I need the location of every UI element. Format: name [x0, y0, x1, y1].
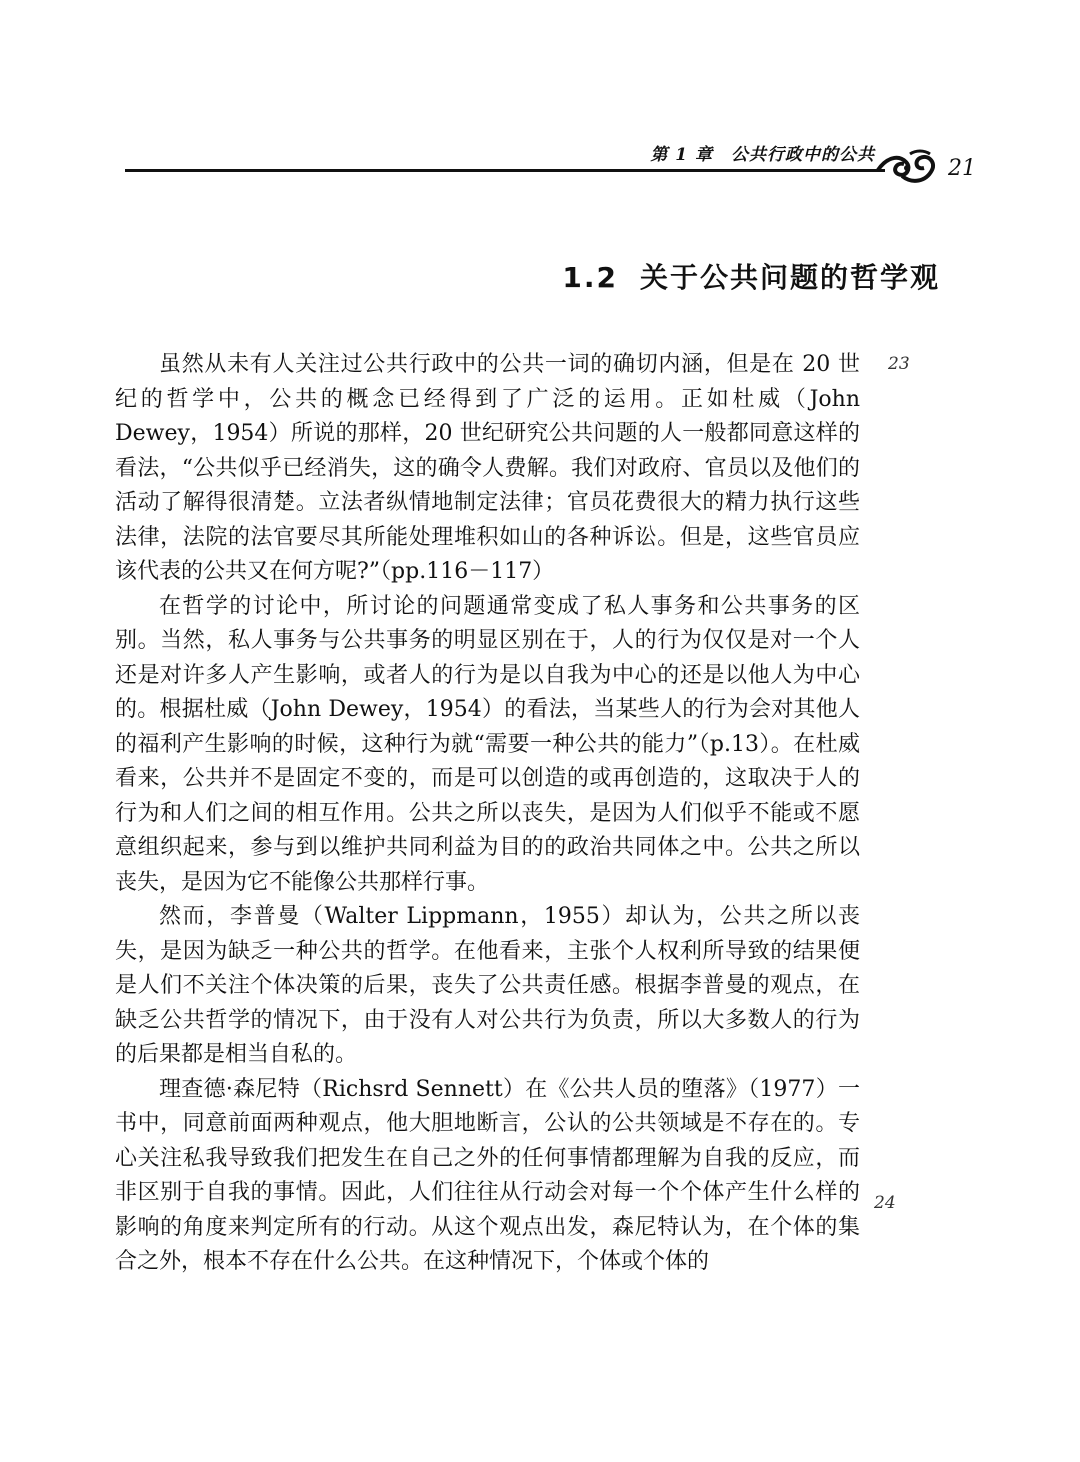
- section-heading: [520, 256, 940, 296]
- paragraph: 理查德·森尼特（Richsrd Sennett）在《公共人员的堕落》（1977）一书中，同意前面两种观点，他大胆地断言，公认的公共领域是不存在的。专心关注私我导致我们把发生在自己之外的任何事情都理解为自我的反应，而非区别于自我的事情。因此，人们往往从行动会对每一个个体产生什么样的影响的角度来判定所有的行动。从这个观点出发，森尼特认为，在个体的集合之外，根本不存在什么公共。在这种情况下，个体或个体的: [115, 1076, 860, 1274]
- paragraph: 虽然从未有人关注过公共行政中的公共一词的确切内涵，但是在 20 世纪的哲学中，公共的概念已经得到了广泛的运用。正如杜威（John Dewey，1954）所说的那样，20 世纪研究公共问题的人一般都同意这样的看法，“公共似乎已经消失，这的确令人费解。我们对政府、官员以及他们的活动了解得很清楚。立法者纵情地制定法律；官员花费很大的精力执行这些法律，法院的法官要尽其所能处理堆积如山的各种诉讼。但是，这些官员应该代表的公共又在何方呢?”（pp.116－117）: [115, 352, 860, 584]
- paragraph: 然而，李普曼（Walter Lippmann，1955）却认为，公共之所以丧失，是因为缺乏一种公共的哲学。在他看来，主张个人权利所导致的结果便是人们不关注个体决策的后果，丧失了公共责任感。根据李普曼的观点，在缺乏公共哲学的情况下，由于没有人对公共行为负责，所以大多数人的行为的后果都是相当自私的。: [115, 904, 860, 1067]
- running-header: [0, 0, 1080, 200]
- body-text: [115, 348, 860, 1280]
- section-number: 1.2: [562, 261, 618, 294]
- swirl-ornament-icon: [876, 148, 938, 188]
- header-rule: [125, 169, 885, 172]
- section-title: 关于公共问题的哲学观: [639, 261, 940, 294]
- margin-page-ref: 23: [888, 354, 910, 374]
- page-number: 21: [948, 156, 976, 181]
- paragraph: 在哲学的讨论中，所讨论的问题通常变成了私人事务和公共事务的区别。当然，私人事务与公共事务的明显区别在于，人的行为仅仅是对一个人还是对许多人产生影响，或者人的行为是以自我为中心的还是以他人为中心的。根据杜威（John Dewey，1954）的看法，当某些人的行为会对其他人的福利产生影响的时候，这种行为就“需要一种公共的能力”（p.13）。在杜威看来，公共并不是固定不变的，而是可以创造的或再创造的，这取决于人的行为和人们之间的相互作用。公共之所以丧失，是因为人们似乎不能或不愿意组织起来，参与到以维护共同利益为目的的政治共同体之中。公共之所以丧失，是因为它不能像公共那样行事。: [115, 593, 860, 895]
- chapter-running-title: 第 1 章 公共行政中的公共: [650, 145, 875, 165]
- margin-page-ref: 24: [874, 1193, 896, 1213]
